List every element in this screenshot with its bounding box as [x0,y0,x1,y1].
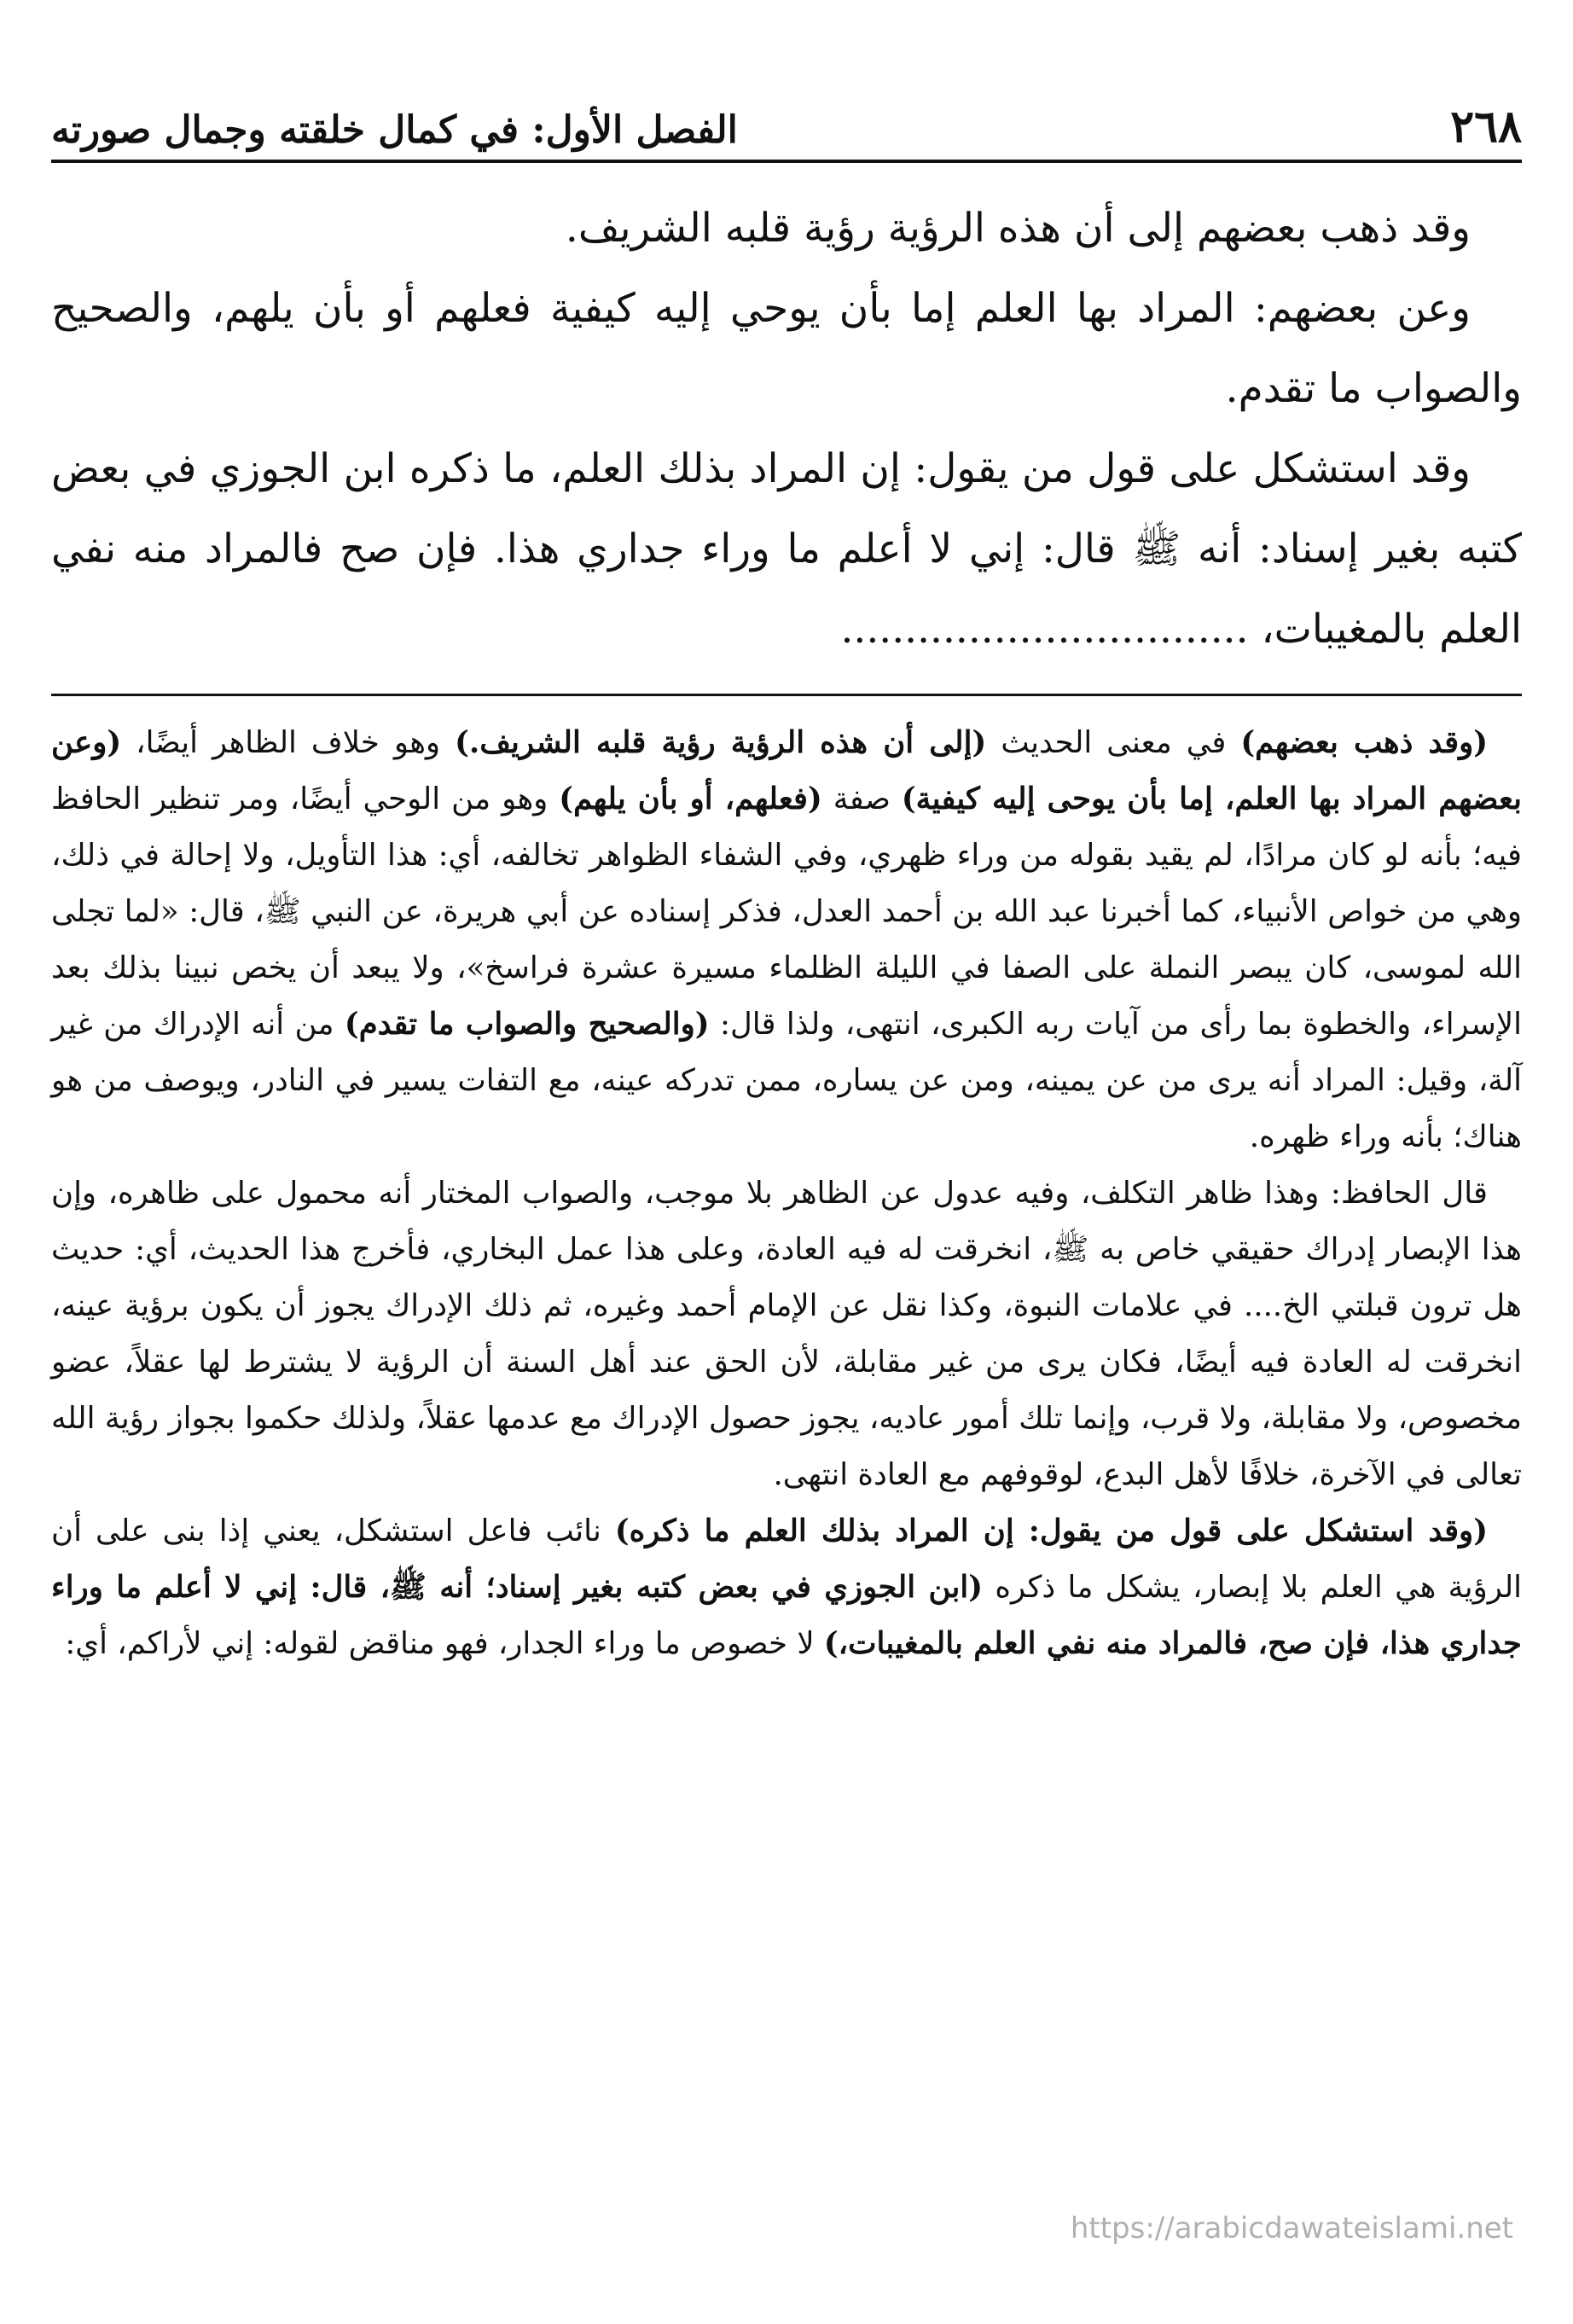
main-paragraph-3 [51,429,1522,670]
commentary-text: في معنى الحديث [986,725,1241,760]
commentary-text: من أنه الإدراك من غير آلة، وقيل: المراد أنه يرى من عن يمينه، ومن عن يساره، ممن تدركه عينه، مع التفات يسير في النادر، ويوصف من هو هناك؛ بأنه وراء ظهره. [51,1007,1522,1154]
commentary-text: وهو من الوحي أيضًا، ومر تنظير الحافظ فيه؛ بأنه لو كان مرادًا، لم يقيد بقوله من وراء ظهري، وفي الشفاء الظواهر تخالفه، أي: هذا التأويل، ولا إحالة في ذلك، وهي من خواص الأنبياء، كما أخبرنا عبد الله بن أحمد العدل، فذكر إسناده عن أبي هريرة، عن النبي ﷺ، قال: «لما تجلى الله لموسى، كان يبصر النملة على الصفا في الليلة الظلماء مسيرة عشرة فراسخ»، ولا يبعد أن يخص نبينا بذلك بعد الإسراء، والخطوة بما رأى من آيات ربه الكبرى، انتهى، ولذا قال: [51,781,1523,1042]
main-paragraph-3-text: وقد استشكل على قول من يقول: إن المراد بذلك العلم، ما ذكره ابن الجوزي في بعض كتبه بغير إسناد: أنه ﷺ قال: إني لا أعلم ما وراء جداري هذا. فإن صح فالمراد منه نفي العلم بالمغيبات، [51,445,1522,653]
ellipsis-dots: ................................ [840,606,1249,653]
commentary-text: نائب فاعل استشكل، يعني إذا بنى على أن الرؤية هي العلم بلا إبصار، يشكل ما ذكره [51,1514,1523,1605]
footnote-rule [51,694,1522,696]
header-rule [51,160,1522,163]
quoted-phrase: (والصحيح والصواب ما تقدم) [344,1007,710,1042]
commentary-paragraph-2: قال الحافظ: وهذا ظاهر التكلف، وفيه عدول عن الظاهر بلا موجب، والصواب المختار أنه محمول على ظاهره، وإن هذا الإبصار إدراك حقيقي خاص به ﷺ، انخرقت له فيه العادة، وعلى هذا عمل البخاري، فأخرج هذا الحديث، أي: حديث هل ترون قبلتي الخ.... في علامات النبوة، وكذا نقل عن الإمام أحمد وغيره، ثم ذلك الإدراك يجوز أن يكون برؤية عينه، انخرقت له العادة فيه أيضًا، فكان يرى من غير مقابلة، لأن الحق عند أهل السنة أن الرؤية لا يشترط لها عقلاً، عضو مخصوص، ولا مقابلة، ولا قرب، وإنما تلك أمور عاديه، يجوز حصول الإدراك مع عدمها عقلاً، ولذلك حكموا بجواز رؤية الله تعالى في الآخرة، خلافًا لأهل البدع، لوقوفهم مع العادة انتهى. [51,1176,1522,1492]
quoted-phrase: (وقد استشكل على قول من يقول: إن المراد بذلك العلم ما ذكره) [614,1514,1488,1548]
watermark-url: https://arabicdawateislami.net [1070,2211,1513,2246]
quoted-phrase: (فعلهم، أو بأن يلهم) [559,781,822,816]
page-content [51,81,1522,1672]
commentary-paragraph-1 [51,715,1522,1165]
running-header [51,81,1522,153]
page-number: ٢٦٨ [1450,101,1522,153]
main-paragraph-2: وعن بعضهم: المراد بها العلم إما بأن يوحي إليه كيفية فعلهم أو بأن يلهم، والصحيح والصواب ما تقدم. [51,285,1522,412]
commentary-text: لا خصوص ما وراء الجدار، فهو مناقض لقوله: إني لأراكم، أي: [65,1626,824,1661]
commentary-text: وهو خلاف الظاهر أيضًا، [121,725,456,760]
commentary-text: صفة [821,781,902,816]
main-text [51,189,1522,670]
commentary [51,715,1522,1672]
commentary-paragraph-3 [51,1503,1522,1672]
quoted-phrase: (ابن الجوزي في بعض كتبه بغير إسناد؛ أنه ﷺ، قال: إني لا أعلم ما وراء جداري هذا، فإن صح، فالمراد منه نفي العلم بالمغيبات،) [51,1570,1522,1661]
chapter-title: الفصل الأول: في كمال خلقته وجمال صورته [51,108,738,152]
quoted-phrase: (وقد ذهب بعضهم) [1240,725,1489,760]
quoted-phrase: (إلى أن هذه الرؤية رؤية قلبه الشريف.) [455,725,987,760]
quoted-phrase: (وعن بعضهم المراد بها العلم، إما بأن يوحى إليه كيفية) [51,725,1522,816]
main-paragraph-1: وقد ذهب بعضهم إلى أن هذه الرؤية رؤية قلبه الشريف. [565,205,1471,252]
